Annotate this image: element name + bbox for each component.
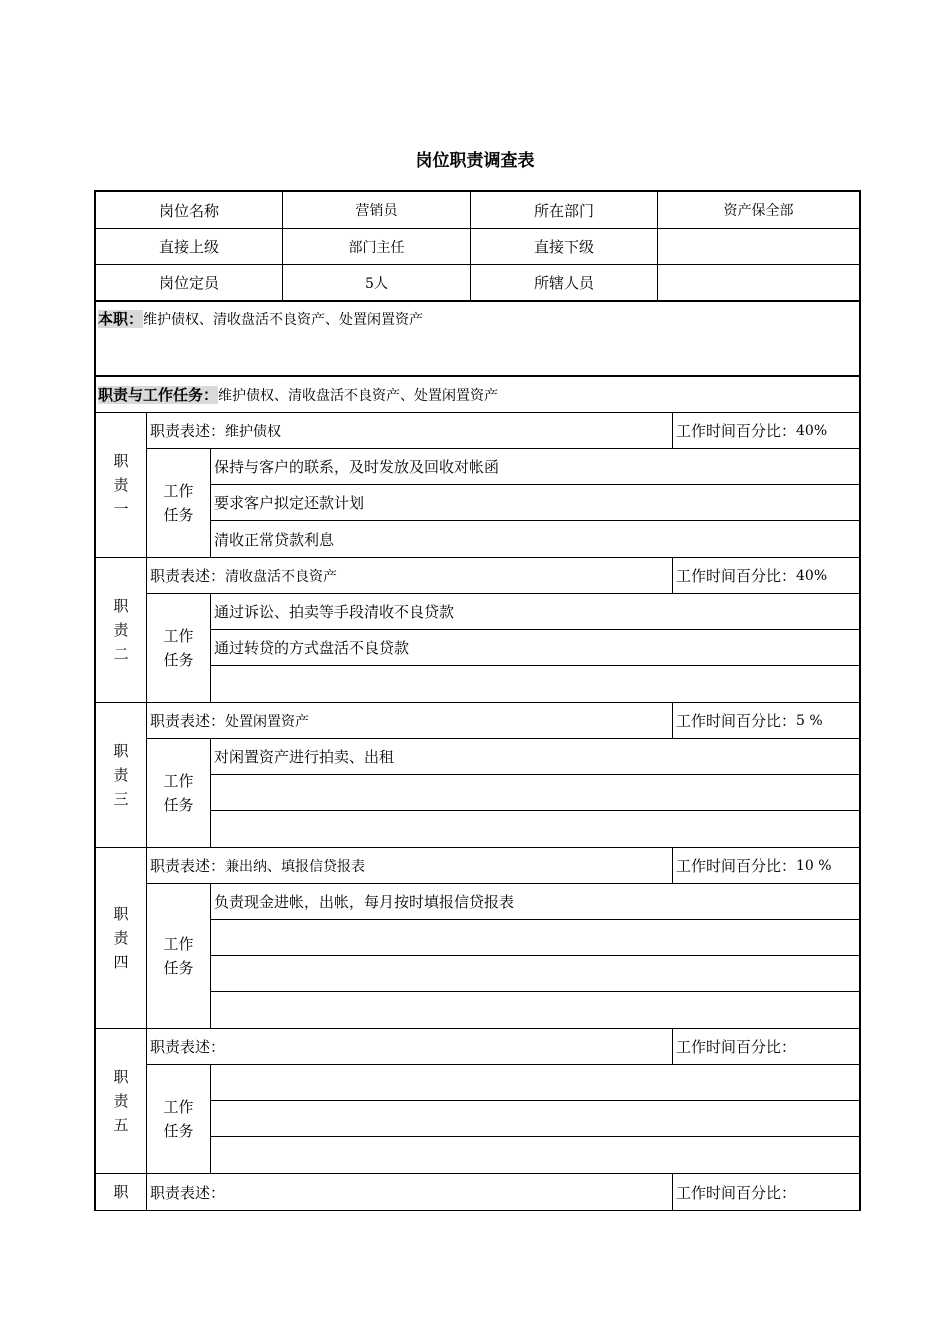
position-label: 岗位名称 — [96, 192, 283, 228]
duty-block — [96, 1029, 859, 1174]
duty-desc: 职责表述： — [147, 1029, 673, 1064]
duties-heading — [96, 384, 498, 405]
duty-desc-row — [147, 1174, 859, 1210]
duty-name: 职 — [96, 1174, 147, 1210]
duty-pct: 工作时间百分比： 40% — [676, 422, 828, 440]
task-item — [211, 1101, 859, 1137]
header-row-3 — [96, 265, 859, 302]
duty-name: 职责一 — [96, 413, 147, 557]
page-title: 岗位职责调查表 — [415, 151, 535, 171]
duty-desc: 职责表述： — [147, 1174, 673, 1210]
task-label: 工作任务 — [147, 884, 211, 1028]
task-label: 工作任务 — [147, 1065, 211, 1173]
duty-name: 职责五 — [96, 1029, 147, 1173]
task-item: 通过诉讼、拍卖等手段清收不良贷款 — [211, 594, 859, 630]
subordinate-value — [658, 229, 859, 264]
duty-survey-table — [94, 190, 861, 1211]
main-duty-row — [96, 302, 859, 377]
task-item — [211, 956, 859, 992]
duty-block-last — [96, 1174, 859, 1211]
task-item — [211, 666, 859, 702]
task-item — [211, 992, 859, 1028]
headcount-label: 岗位定员 — [96, 265, 283, 300]
task-item — [211, 1137, 859, 1173]
duty-name: 职责四 — [96, 848, 147, 1028]
task-item: 保持与客户的联系，及时发放及回收对帐函 — [211, 449, 859, 485]
duty-desc-row — [147, 1029, 859, 1065]
managed-value — [658, 265, 859, 300]
task-item: 通过转贷的方式盘活不良贷款 — [211, 630, 859, 666]
duty-pct: 工作时间百分比： — [676, 1183, 797, 1202]
superior-label: 直接上级 — [96, 229, 283, 264]
task-item: 要求客户拟定还款计划 — [211, 485, 859, 521]
duties-heading-row — [96, 377, 859, 413]
duty-desc-row — [147, 413, 859, 449]
duty-desc-row — [147, 703, 859, 739]
task-item — [211, 1065, 859, 1101]
position-value: 营销员 — [283, 192, 471, 228]
task-label: 工作任务 — [147, 594, 211, 702]
duty-pct: 工作时间百分比： 10 % — [676, 857, 832, 875]
task-item — [211, 920, 859, 956]
task-label: 工作任务 — [147, 739, 211, 847]
headcount-value: 5人 — [283, 265, 471, 300]
task-label: 工作任务 — [147, 449, 211, 557]
main-duty-label: 本职： — [98, 310, 144, 328]
duty-name: 职责三 — [96, 703, 147, 847]
main-duty — [96, 302, 423, 329]
duty-pct: 工作时间百分比： 40% — [676, 567, 828, 585]
duty-desc: 职责表述： 处置闲置资产 — [147, 703, 673, 738]
duty-block — [96, 413, 859, 558]
managed-label: 所辖人员 — [471, 265, 658, 300]
duty-name: 职责二 — [96, 558, 147, 702]
duty-desc: 职责表述： 维护债权 — [147, 413, 673, 448]
task-item — [211, 775, 859, 811]
duties-heading-value: 维护债权、清收盘活不良资产、处置闲置资产 — [218, 388, 499, 404]
dept-label: 所在部门 — [471, 192, 658, 228]
duty-desc: 职责表述： 清收盘活不良资产 — [147, 558, 673, 593]
duty-desc-row — [147, 848, 859, 884]
dept-value: 资产保全部 — [723, 203, 794, 219]
header-row-2 — [96, 229, 859, 265]
duty-pct: 工作时间百分比： — [676, 1038, 797, 1056]
duty-block — [96, 558, 859, 703]
task-item: 负责现金进帐，出帐，每月按时填报信贷报表 — [211, 884, 859, 920]
duty-block — [96, 703, 859, 848]
duty-pct: 工作时间百分比： 5 % — [676, 712, 823, 730]
task-item — [211, 811, 859, 847]
subordinate-label: 直接下级 — [471, 229, 658, 264]
task-item: 清收正常贷款利息 — [214, 530, 335, 549]
main-duty-value: 维护债权、清收盘活不良资产、处置闲置资产 — [143, 312, 424, 328]
superior-value: 部门主任 — [283, 229, 471, 264]
task-item: 对闲置资产进行拍卖、出租 — [211, 739, 859, 775]
duties-heading-label: 职责与工作任务： — [98, 386, 219, 404]
duty-blocks — [96, 413, 859, 1174]
duty-desc-row — [147, 558, 859, 594]
header-row-1 — [96, 192, 859, 229]
duty-desc: 职责表述： 兼出纳、填报信贷报表 — [147, 848, 673, 883]
duty-block — [96, 848, 859, 1029]
